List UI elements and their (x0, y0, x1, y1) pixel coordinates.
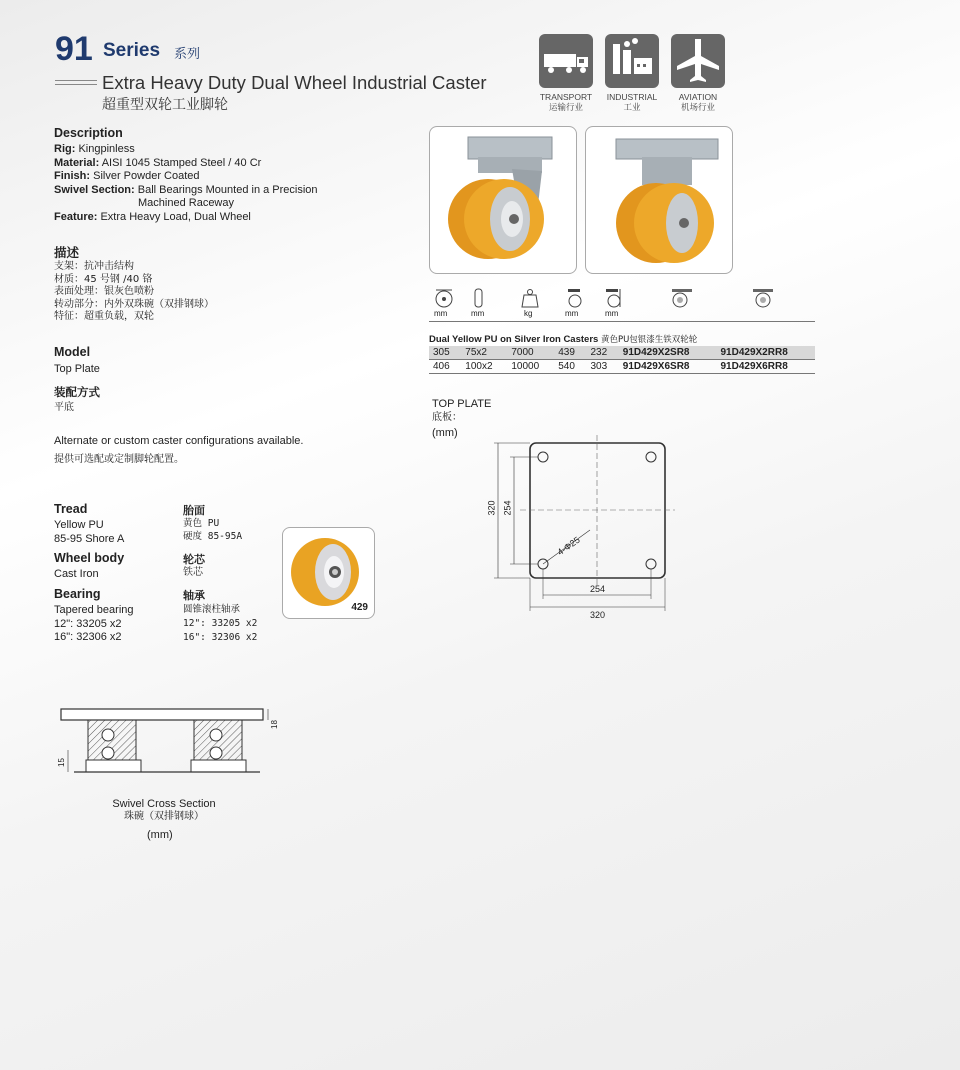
spec-icon-row (429, 287, 815, 322)
industry-transport-badge (539, 34, 593, 88)
rigid-caster-photo (585, 126, 733, 274)
tread-heading-cn: 胎面 (183, 505, 205, 517)
cell-load: 7000 (507, 346, 554, 360)
model-value: Top Plate (54, 363, 100, 375)
custom-note-cn: 提供可选配或定制脚轮配置。 (54, 454, 184, 465)
industry-aviation-label: AVIATION 机场行业 (678, 92, 718, 112)
cell-swivel-code: 91D429X2SR8 (619, 346, 717, 360)
page-title: Extra Heavy Duty Dual Wheel Industrial Caster (102, 72, 487, 93)
custom-note: Alternate or custom caster configurations available. (54, 435, 304, 447)
cell-radius: 232 (586, 346, 618, 360)
table-row (429, 360, 815, 374)
table-row (429, 346, 815, 360)
tread-values-cn: 黄色 PU 硬度 85-95A (183, 518, 243, 542)
truck-icon (539, 34, 593, 88)
tread-heading: Tread (54, 502, 88, 516)
dim-outer-horizontal: 320 (590, 610, 606, 620)
dim-outer-vertical: 320 (486, 500, 497, 516)
swivel-cross-section (56, 705, 286, 785)
load-capacity-icon (520, 287, 540, 309)
unit-label: mm (565, 309, 579, 318)
swivel-caster-photo (429, 126, 577, 274)
cell-swivel-code: 91D429X6SR8 (619, 360, 717, 374)
cell-rigid-code: 91D429X2RR8 (716, 346, 815, 360)
cell-diameter: 406 (429, 360, 461, 374)
description-block: Rig: Kingpinless Material: AISI 1045 Stamped Steel / 40 Cr Finish: Silver Powder Coated Swivel Section: Ball Bearings Mounted in a Precision Machined Raceway Feature: Extra Heavy Load, Dual Wheel (54, 143, 318, 223)
spec-table (429, 346, 815, 374)
page-title-cn: 超重型双轮工业脚轮 (102, 96, 228, 112)
tread-values: Yellow PU 85-95 Shore A (54, 519, 125, 545)
wheel-diameter-icon (432, 287, 456, 309)
bearing-heading-cn: 轴承 (183, 590, 205, 602)
industry-transport-label: TRANSPORT 运输行业 (539, 92, 593, 112)
cross-section-caption: Swivel Cross Section (112, 798, 216, 810)
industry-industrial-badge (605, 34, 659, 88)
cross-section-unit: (mm) (147, 829, 173, 841)
cell-rigid-code: 91D429X6RR8 (716, 360, 815, 374)
cell-diameter: 305 (429, 346, 461, 360)
industry-industrial-label: INDUSTRIAL 工业 (606, 92, 658, 112)
cross-section-caption-cn: 珠碗（双排钢球） (124, 811, 204, 822)
dim-side-height: 15 (56, 758, 66, 767)
industry-aviation-badge (671, 34, 725, 88)
dim-inner-horizontal: 254 (590, 584, 606, 594)
hole-label: 4-Φ25 (555, 534, 582, 558)
unit-label: mm (605, 309, 619, 318)
unit-label: mm (434, 309, 448, 318)
swivel-caster-icon (668, 287, 696, 309)
model-heading: Model (54, 345, 91, 359)
cell-height: 439 (554, 346, 586, 360)
series-word: Series (103, 40, 161, 61)
description-cn-block: 支架：抗冲击结构 材质：45 号钢 /40 铬 表面处理：银灰色喷粉 转动部分：内外双珠碗（双排钢球） 特征：超重负载，双轮 (54, 261, 214, 322)
title-rule (55, 80, 97, 85)
top-plate-drawing (480, 435, 680, 625)
cell-load: 10000 (507, 360, 554, 374)
unit-label: mm (471, 309, 485, 318)
bearing-heading: Bearing (54, 587, 101, 601)
wheel-thumbnail (282, 527, 375, 619)
top-plate-title: TOP PLATE 底板： (mm) (432, 398, 492, 439)
rigid-caster-icon (749, 287, 777, 309)
description-cn-heading: 描述 (54, 246, 80, 260)
cell-width: 100x2 (461, 360, 507, 374)
unit-label: kg (524, 309, 533, 318)
cell-radius: 303 (586, 360, 618, 374)
factory-icon (605, 34, 659, 88)
swivel-radius-icon (604, 287, 626, 309)
dim-inner-vertical: 254 (502, 500, 513, 516)
airplane-icon (671, 34, 725, 88)
model-value-cn: 平底 (54, 402, 74, 413)
bearing-values-cn: 圆锥滚柱轴承 12": 33205 x2 16": 32306 x2 (183, 604, 258, 643)
wheel-body-heading-cn: 轮芯 (183, 554, 205, 566)
model-heading-cn: 装配方式 (54, 387, 100, 399)
wheel-code: 429 (351, 602, 368, 613)
wheel-body-heading: Wheel body (54, 551, 125, 565)
table-caption: Dual Yellow PU on Silver Iron Casters 黄色PU包银漆生铁双轮轮 (429, 334, 698, 345)
series-number: 91 (55, 30, 93, 68)
wheel-body-value: Cast Iron (54, 568, 99, 580)
cell-height: 540 (554, 360, 586, 374)
overall-height-icon (564, 287, 586, 309)
wheel-body-value-cn: 铁芯 (183, 567, 203, 578)
description-heading: Description (54, 126, 123, 140)
series-cn: 系列 (174, 46, 201, 61)
dim-top-thickness: 18 (269, 720, 279, 729)
wheel-width-icon (472, 287, 486, 309)
cell-width: 75x2 (461, 346, 507, 360)
bearing-values: Tapered bearing 12": 33205 x2 16": 32306 x2 (54, 604, 134, 643)
